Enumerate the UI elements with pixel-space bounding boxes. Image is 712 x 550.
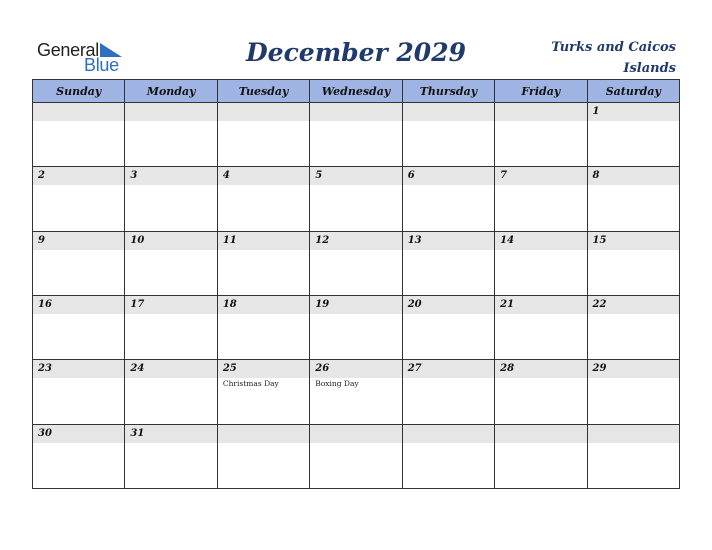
calendar-day-cell xyxy=(587,231,679,295)
calendar-day-cell xyxy=(217,103,309,167)
calendar-day-cell xyxy=(587,167,679,231)
day-number-band xyxy=(403,425,494,443)
logo-text-general: General xyxy=(37,40,99,60)
calendar-day-cell xyxy=(217,167,309,231)
day-number-band xyxy=(218,167,309,185)
day-number: 17 xyxy=(130,298,145,310)
calendar-day-cell xyxy=(125,424,217,488)
day-number-band xyxy=(218,425,309,443)
calendar-day-cell xyxy=(125,103,217,167)
day-number: 7 xyxy=(500,170,508,182)
day-number-band xyxy=(403,167,494,185)
calendar-day-cell xyxy=(217,295,309,359)
weekday-saturday: Saturday xyxy=(587,80,679,103)
day-number: 30 xyxy=(38,427,52,439)
calendar-day-cell xyxy=(587,424,679,488)
weekday-tuesday: Tuesday xyxy=(217,80,309,103)
page-title: December 2029 xyxy=(245,38,466,67)
day-number-band xyxy=(310,103,401,121)
calendar-day-cell xyxy=(587,103,679,167)
calendar-day-cell xyxy=(125,167,217,231)
day-number: 18 xyxy=(222,298,237,310)
holiday-label: Christmas Day xyxy=(222,379,279,389)
calendar-week-row xyxy=(33,167,680,231)
day-number-band xyxy=(125,103,216,121)
calendar-week-row xyxy=(33,295,680,359)
region-name: Turks and Caicos Islands xyxy=(551,40,676,76)
day-number: 5 xyxy=(315,170,323,182)
holiday-label: Boxing Day xyxy=(315,379,359,389)
day-number: 6 xyxy=(407,170,415,182)
day-number: 11 xyxy=(222,234,237,246)
day-number-band xyxy=(33,232,124,250)
calendar-day-cell xyxy=(310,360,402,424)
day-number: 3 xyxy=(130,170,138,182)
calendar-day-cell xyxy=(402,167,494,231)
calendar-day-cell xyxy=(310,231,402,295)
day-number: 4 xyxy=(222,170,230,182)
calendar-day-cell xyxy=(33,360,125,424)
calendar-day-cell xyxy=(587,295,679,359)
day-number-band xyxy=(218,103,309,121)
day-number-band xyxy=(33,103,124,121)
day-number: 16 xyxy=(38,298,52,310)
calendar-day-cell xyxy=(495,360,587,424)
day-number: 28 xyxy=(500,363,515,375)
calendar-week-row xyxy=(33,231,680,295)
day-number: 14 xyxy=(500,234,515,246)
calendar-day-cell xyxy=(33,231,125,295)
day-number: 13 xyxy=(407,234,422,246)
day-number-band xyxy=(495,167,586,185)
day-number-band xyxy=(588,167,679,185)
weekday-thursday: Thursday xyxy=(402,80,494,103)
day-number-band xyxy=(495,103,586,121)
calendar-week-row xyxy=(33,424,680,488)
calendar-day-cell xyxy=(495,424,587,488)
day-number: 25 xyxy=(222,363,237,375)
day-number: 22 xyxy=(592,298,607,310)
day-number: 10 xyxy=(130,234,145,246)
day-number-band xyxy=(403,103,494,121)
calendar-day-cell xyxy=(33,167,125,231)
day-number: 27 xyxy=(407,363,422,375)
calendar-day-cell xyxy=(402,424,494,488)
day-number: 8 xyxy=(592,170,600,182)
logo-text-blue: Blue xyxy=(84,55,119,75)
weekday-sunday: Sunday xyxy=(33,80,125,103)
calendar-day-cell xyxy=(495,295,587,359)
calendar-day-cell xyxy=(402,103,494,167)
calendar-day-cell xyxy=(33,424,125,488)
weekday-friday: Friday xyxy=(495,80,587,103)
day-number-band xyxy=(33,167,124,185)
calendar-day-cell xyxy=(310,295,402,359)
day-number: 21 xyxy=(500,298,515,310)
calendar-day-cell xyxy=(217,231,309,295)
calendar-day-cell xyxy=(33,295,125,359)
calendar-day-cell xyxy=(495,231,587,295)
calendar-day-cell xyxy=(310,167,402,231)
day-number: 2 xyxy=(38,170,45,182)
day-number: 31 xyxy=(130,427,145,439)
day-number: 29 xyxy=(592,363,607,375)
weekday-wednesday: Wednesday xyxy=(310,80,402,103)
day-number: 23 xyxy=(38,363,52,375)
day-number-band xyxy=(588,425,679,443)
calendar-day-cell xyxy=(217,424,309,488)
weekday-monday: Monday xyxy=(125,80,217,103)
calendar-day-cell xyxy=(402,360,494,424)
day-number: 15 xyxy=(592,234,607,246)
calendar-day-cell xyxy=(495,167,587,231)
calendar-day-cell xyxy=(125,295,217,359)
calendar-day-cell xyxy=(217,360,309,424)
calendar-day-cell xyxy=(125,231,217,295)
day-number-band xyxy=(310,425,401,443)
day-number-band xyxy=(588,103,679,121)
calendar-day-cell xyxy=(587,360,679,424)
calendar-day-cell xyxy=(125,360,217,424)
day-number: 12 xyxy=(315,234,330,246)
day-number: 24 xyxy=(130,363,145,375)
calendar-grid xyxy=(32,79,680,489)
calendar-week-row xyxy=(33,360,680,424)
calendar-day-cell xyxy=(310,424,402,488)
calendar-week-row xyxy=(33,103,680,167)
day-number: 19 xyxy=(315,298,330,310)
calendar-day-cell xyxy=(33,103,125,167)
calendar-day-cell xyxy=(310,103,402,167)
calendar-day-cell xyxy=(402,231,494,295)
calendar-day-cell xyxy=(402,295,494,359)
day-number: 1 xyxy=(592,106,600,117)
day-number: 9 xyxy=(38,234,45,246)
calendar-day-cell xyxy=(495,103,587,167)
day-number-band xyxy=(310,167,401,185)
day-number: 26 xyxy=(315,363,330,375)
day-number-band xyxy=(125,167,216,185)
generalblue-logo xyxy=(37,40,137,74)
weekday-header-row xyxy=(33,80,680,103)
day-number-band xyxy=(495,425,586,443)
day-number: 20 xyxy=(407,298,422,310)
